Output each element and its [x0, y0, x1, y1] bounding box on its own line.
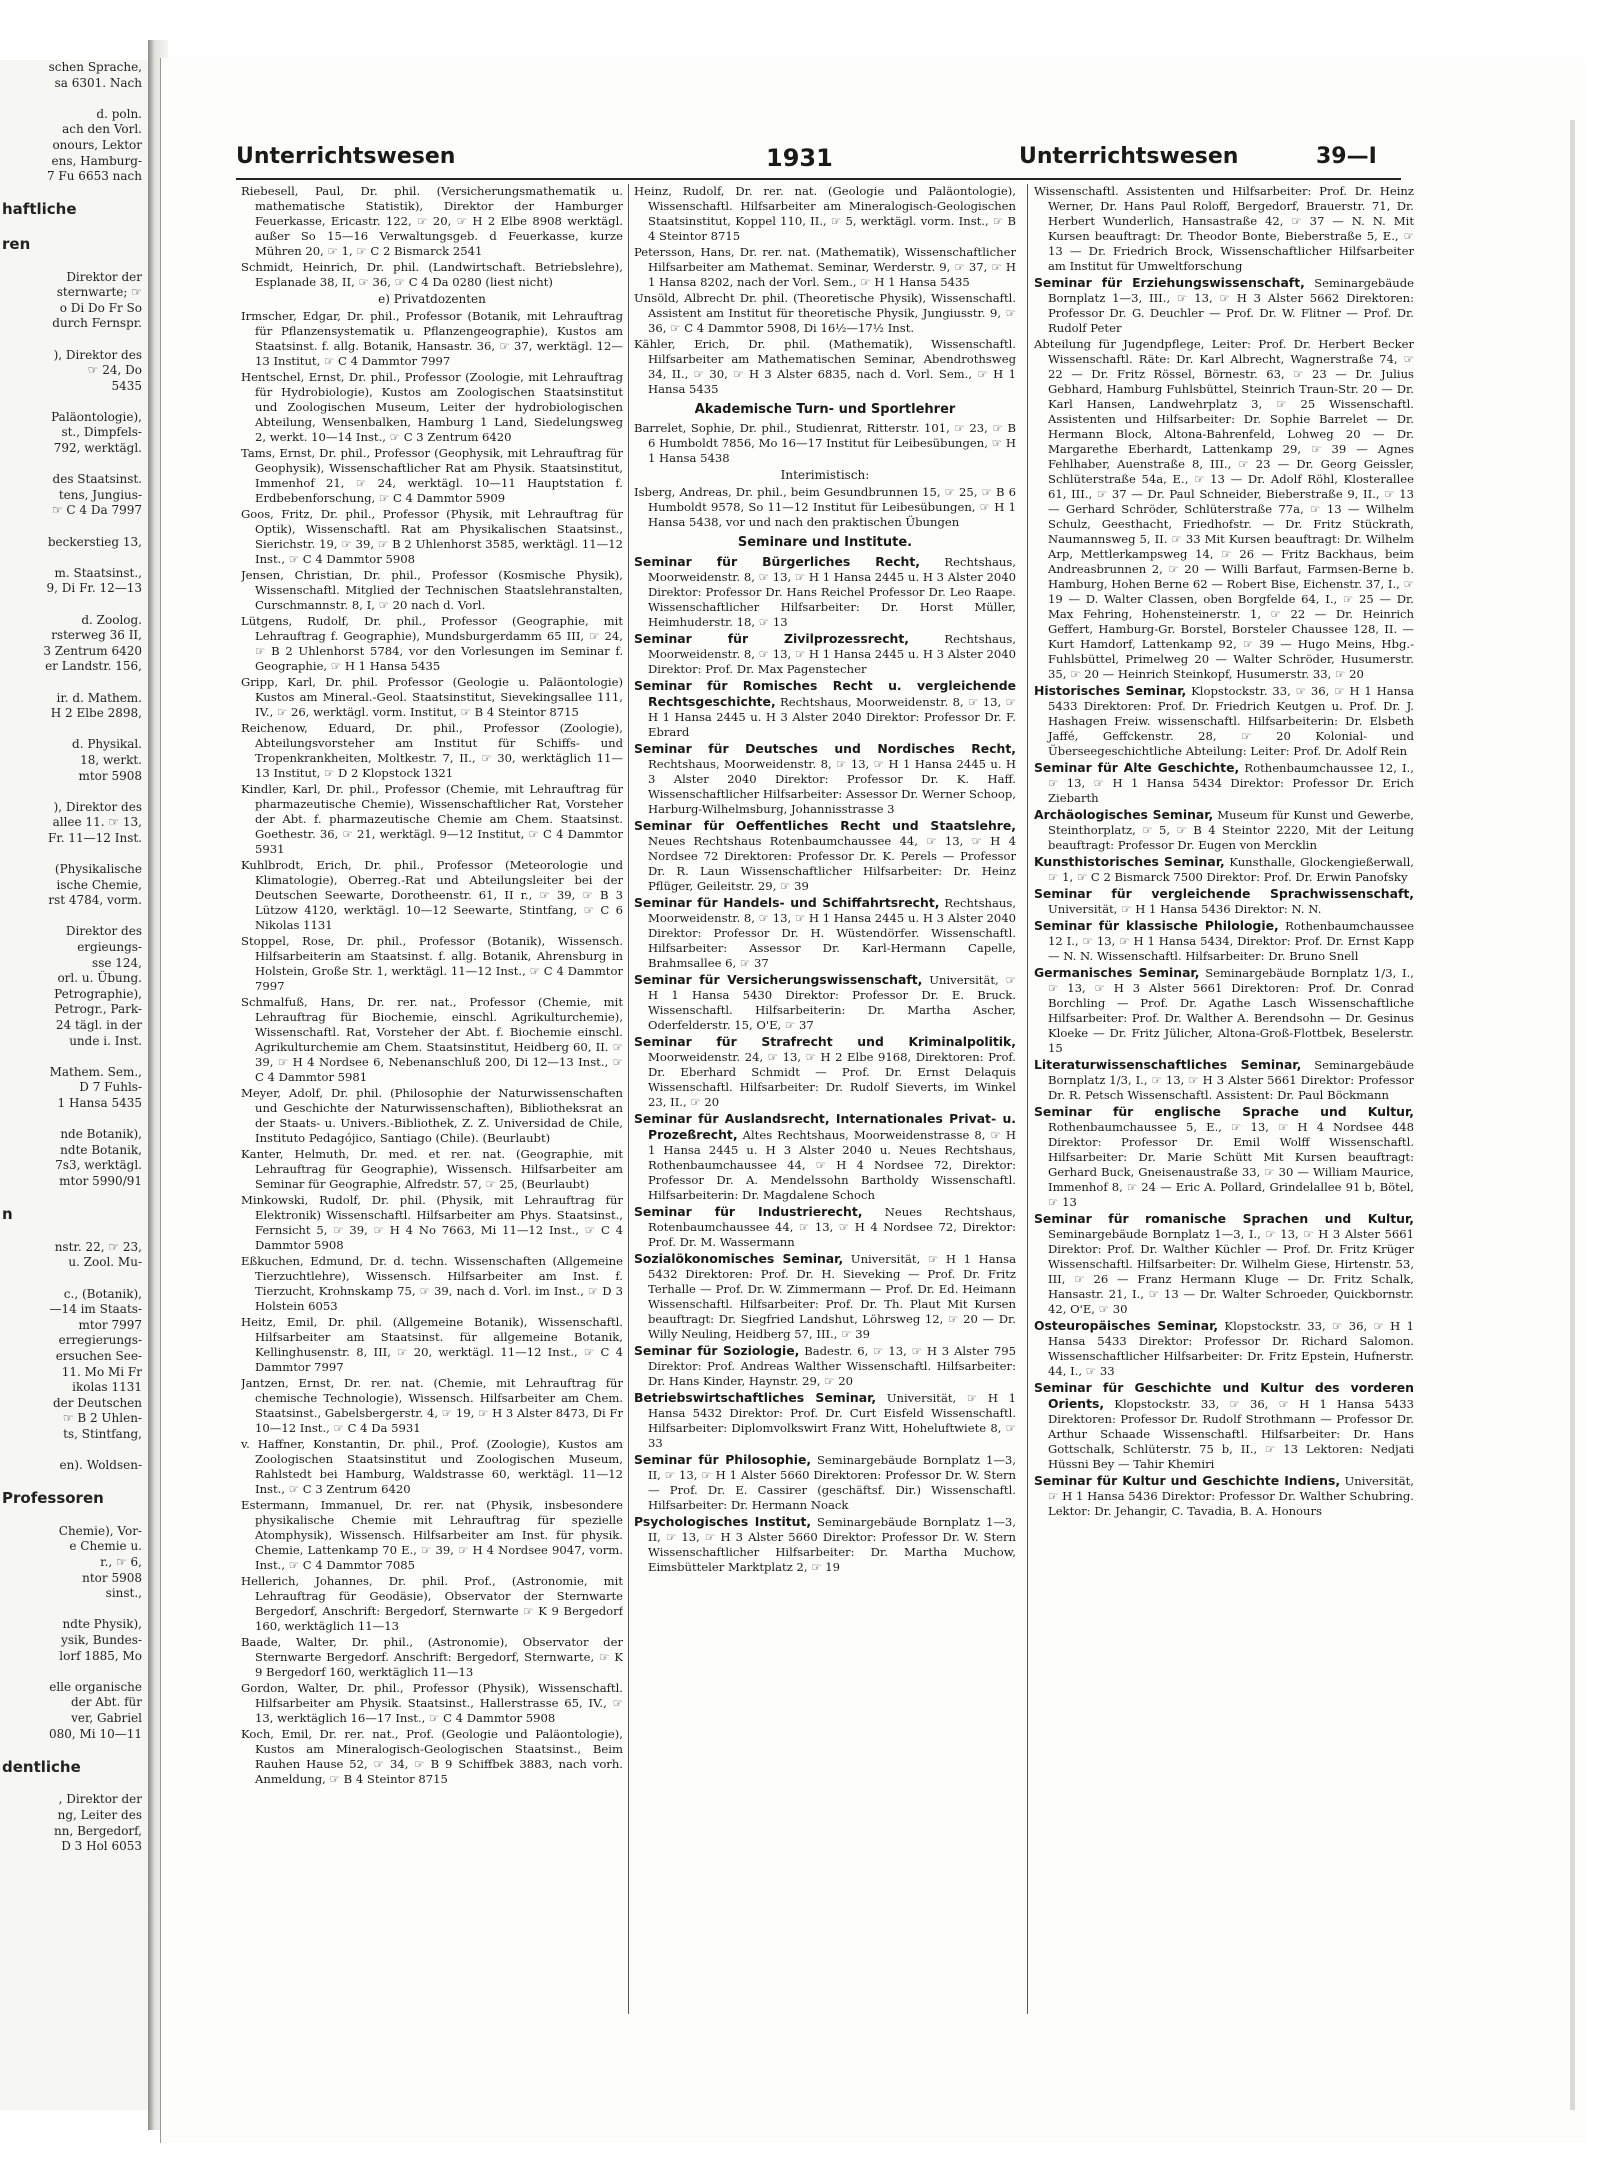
- entry-text: Rechtshaus, Moorweidenstr. 8, ☞ 13, ☞ H 1 Hansa 2445 u. H 3 Alster 2040 Direktor: Professor Dr. F. Ebrard: [648, 695, 1016, 739]
- left-page-line: mtor 7997: [78, 1317, 142, 1332]
- left-page-line: m. Staatsinst.,: [54, 565, 142, 580]
- left-page-line: ens, Hamburg-: [51, 153, 142, 168]
- left-page-line: ☞ C 4 Da 7997: [51, 503, 142, 518]
- directory-entry: [241, 1574, 623, 1634]
- entry-text: Universität, ☞ H 1 Hansa 5432 Direktor: Prof. Dr. Curt Eisfeld Wissenschaftl. Hilfsarbeiter: Diplomvolkswirt Franz Witt, Hoheluftwiete 8, ☞ 33: [648, 1391, 1016, 1450]
- directory-entry: [1034, 918, 1414, 964]
- left-page-line: ach den Vorl.: [62, 122, 142, 137]
- left-page-line: Petrographie),: [54, 986, 142, 1001]
- left-page-line: 24 tägl. in der: [55, 1018, 142, 1033]
- entry-text: Baade, Walter, Dr. phil., (Astronomie), Observator der Sternwarte Bergedorf. Anschrift: Bergedorf, Sternwarte, ☞ K 9 Bergedorf 160, werktäglich 11—13: [241, 1635, 623, 1679]
- entry-text: Klopstockstr. 33, ☞ 36, ☞ H 1 Hansa 5433 Direktoren: Prof. Dr. Friedrich Keutgen u. Prof. Dr. J. Hashagen Freiw. wissenschaftl. Hilfsarbeiterin: Dr. Elsbeth Jaffé, Geffckenstr. 28, ☞ 20 Kolonial- und Überseegeschichtliche Abteilung: Leiter: Prof. Dr. Adolf Rein: [1048, 684, 1414, 758]
- entry-heading: Seminar für Philosophie,: [634, 1452, 812, 1467]
- running-header: [236, 144, 1401, 178]
- entry-text: Universität, ☞ H 1 Hansa 5432 Direktoren: Prof. Dr. H. Sieveking — Prof. Dr. Fritz Terhalle — Prof. Dr. W. Zimmermann — Prof. Dr. Ed. Heimann Wissenschaftl. Hilfsarbeiter: Prof. Dr. Th. Plaut Mit Kursen beauftragt: Dr. Siegfried Landshut, Löhrsweg 12, ☞ 20 — Dr. Willy Neuling, Heidberg 57, III., ☞ 39: [648, 1252, 1016, 1341]
- left-page-line: ergieungs-: [77, 940, 142, 955]
- left-page-line: [0, 1112, 148, 1128]
- directory-entry: [241, 1193, 623, 1253]
- left-page-line: der Abt. für: [70, 1695, 142, 1710]
- left-page-line: lorf 1885, Mo: [59, 1648, 142, 1663]
- directory-entry: [1034, 1318, 1414, 1379]
- entry-text: Meyer, Adolf, Dr. phil. (Philosophie der Naturwissenschaften und Geschichte der Naturwissenschaften), Bibliotheksrat an der Staats- u. Univers.-Bibliothek, Z. Z. Universidad de Chile, Instituto Pedagójico, Santiago (Chile). (Beurlaubt): [241, 1086, 623, 1145]
- directory-entry: [241, 184, 623, 259]
- subsection-heading: Interimistisch:: [780, 468, 870, 482]
- directory-entry: [241, 1727, 623, 1787]
- left-page-line: schen Sprache,: [48, 60, 142, 74]
- left-page-line: [0, 1508, 148, 1524]
- left-page-line: Direktor der: [66, 269, 142, 284]
- directory-entry: [241, 934, 623, 994]
- directory-entry: [241, 1681, 623, 1726]
- directory-entry: [1034, 1104, 1414, 1210]
- entry-heading: Betriebswirtschaftliches Seminar,: [634, 1390, 877, 1405]
- entry-text: Universität, ☞ H 1 Hansa 5436 Direktor: Professor Dr. Walther Schubring. Lektor: Dr. Jehangir, C. Tavadia, B. A. Honours: [1048, 1474, 1414, 1518]
- directory-entry: [241, 614, 623, 674]
- text-column-2: [634, 184, 1016, 2144]
- entry-text: Altes Rechtshaus, Moorweidenstrasse 8, ☞ H 1 Hansa 2445 u. H 3 Alster 2040 u. Neues Rechtshaus, Rothenbaumchaussee 44, ☞ H 4 Nordsee 72, Direktor: Professor Dr. A. Mendelssohn Bartholdy Wissenschaftl. Hilfsarbeiterin: Dr. Magdalene Schoch: [648, 1128, 1016, 1202]
- left-page-line: ntor 5908: [82, 1570, 142, 1585]
- directory-entry: [634, 485, 1016, 530]
- left-page-line: e Chemie u.: [69, 1539, 142, 1554]
- left-page-line: ndte Botanik,: [60, 1142, 142, 1157]
- directory-entry: [241, 675, 623, 720]
- directory-entry: [634, 1343, 1016, 1389]
- directory-entry: [1034, 1380, 1414, 1472]
- directory-entry: [634, 245, 1016, 290]
- directory-entry: [241, 721, 623, 781]
- directory-entry: [634, 741, 1016, 817]
- entry-heading: Seminar für Auslandsrecht, Internationales Privat- u. Prozeßrecht,: [634, 1111, 1016, 1142]
- entry-text: Goos, Fritz, Dr. phil., Professor (Physik, mit Lehrauftrag für Optik), Wissenschaftl. Rat am Physikalischen Staatsinst., Sierichstr. 19, ☞ 39, ☞ B 2 Uhlenhorst 3585, werktägl. 11—12 Inst., ☞ C 4 Dammtor 5908: [241, 507, 623, 566]
- directory-entry: [1034, 1057, 1414, 1103]
- left-page-line: D 7 Fuhls-: [79, 1080, 142, 1095]
- section-heading: Akademische Turn- und Sportlehrer: [694, 402, 956, 417]
- left-page-line: ikolas 1131: [72, 1380, 142, 1395]
- left-page-line: ng, Leiter des: [57, 1807, 142, 1822]
- entry-text: Rothenbaumchaussee 12, I., ☞ 13, ☞ H 1 Hansa 5434 Direktor: Professor Dr. Erich Ziebarth: [1048, 761, 1414, 805]
- entry-text: Kindler, Karl, Dr. phil., Professor (Chemie, mit Lehrauftrag für pharmazeutische Chemie), Wissenschaftlicher Rat, Vorsteher der Abt. f. pharmazeutische Chemie am Chem. Staatsinst. Goethestr. 36, ☞ 21, werktägl. 9—12 Institut, ☞ C 4 Dammtor 5931: [241, 782, 623, 856]
- directory-entry: [634, 1251, 1016, 1342]
- left-page-line: [0, 847, 148, 863]
- entry-text: Rothenbaumchaussee 12 I., ☞ 13, ☞ H 1 Hansa 5434, Direktor: Prof. Dr. Ernst Kapp — N. N. Wissenschaftl. Hilfsarbeiter: Dr. Bruno Snell: [1048, 919, 1414, 963]
- left-page-line: r., ☞ 6,: [100, 1555, 142, 1570]
- entry-text: Isberg, Andreas, Dr. phil., beim Gesundbrunnen 15, ☞ 25, ☞ B 6 Humboldt 9578, So 11—12 Institut für Leibesübungen, ☞ H 1 Hansa 5438, vor und nach den praktischen Übungen: [634, 485, 1016, 529]
- header-rule: [236, 178, 1401, 180]
- left-page-line: ver, Gabriel: [71, 1710, 142, 1725]
- entry-heading: Osteuropäisches Seminar,: [1034, 1318, 1219, 1333]
- left-page-line: [0, 91, 148, 107]
- entry-heading: Seminar für Soziologie,: [634, 1343, 800, 1358]
- header-left-title: Unterrichtswesen: [236, 144, 456, 169]
- left-page-line: [0, 254, 148, 270]
- left-page-line: durch Fernspr.: [52, 316, 142, 331]
- directory-entry: [634, 184, 1016, 244]
- entry-text: Wissenschaftl. Assistenten und Hilfsarbeiter: Prof. Dr. Heinz Werner, Dr. Hans Paul Roloff, Bergedorf, Brauerstr. 71, Dr. Herbert Wunderlich, Hansastraße 42, ☞ 37 — N. N. Mit Kursen beauftragt: Dr. Theodor Bonte, Bieberstraße 5, E., ☞ 13 — Dr. Friedrich Brock, Wissenschaftlicher Hilfsarbeiter am Institut für Umweltforschung: [1034, 184, 1414, 273]
- left-page-line: [0, 722, 148, 738]
- left-page-line: nstr. 22, ☞ 23,: [54, 1239, 142, 1254]
- entry-heading: Seminar für Oeffentliches Recht und Staatslehre,: [634, 818, 1016, 833]
- left-page-line: [0, 457, 148, 473]
- entry-heading: Seminar für Zivilprozessrecht,: [634, 631, 910, 646]
- left-page-line: [0, 1190, 148, 1206]
- entry-text: Rechtshaus, Moorweidenstr. 8, ☞ 13, ☞ H 1 Hansa 2445 u. H 3 Alster 2040 Direktor: Professor Dr. K. Haff. Wissenschaftlicher Hilfsarbeiter: Assessor Dr. Werner Schoop, Harburg-Wilhelmsburg, Johannisstrasse 3: [648, 757, 1016, 816]
- left-page-line: [0, 219, 148, 235]
- left-page-line: unde i. Inst.: [69, 1033, 142, 1048]
- directory-entry: [241, 995, 623, 1085]
- left-page-line: —14 im Staats-: [49, 1302, 142, 1317]
- directory-entry: [241, 1254, 623, 1314]
- left-page-line: der Deutschen: [52, 1395, 142, 1410]
- entry-text: Minkowski, Rudolf, Dr. phil. (Physik, mit Lehrauftrag für Elektronik) Wissenschaftl. Hilfsarbeiter am Phys. Staatsinst., Fernsicht 5, ☞ 39, ☞ H 4 No 7663, Mi 11—12 Inst., ☞ C 4 Dammtor 5908: [241, 1193, 623, 1252]
- entry-heading: Seminar für klassische Philologie,: [1034, 918, 1279, 933]
- left-page-line: [0, 1664, 148, 1680]
- entry-text: Universität, ☞ H 1 Hansa 5436 Direktor: N. N.: [1048, 902, 1322, 916]
- text-column-3: [1034, 184, 1414, 2144]
- left-page-line: 3 Zentrum 6420: [43, 643, 142, 658]
- directory-entry: [241, 1147, 623, 1192]
- entry-heading: Seminar für Geschichte und Kultur des vorderen Orients,: [1034, 1380, 1414, 1411]
- left-page-line: [0, 784, 148, 800]
- left-page-line: sternwarte; ☞: [56, 285, 142, 300]
- directory-entry: [634, 1034, 1016, 1110]
- entry-text: Klopstockstr. 33, ☞ 36, ☞ H 1 Hansa 5433 Direktoren: Professor Dr. Rudolf Strothmann — Professor Dr. Arthur Schaade Wissenschaftl. Hilfsarbeiter: Dr. Hans Gottschalk, Schlüterstr. 75 b, II., ☞ 13 Lektoren: Nedjati Hüssni Bey — Tahir Khemiri: [1048, 1397, 1414, 1471]
- entry-text: Museum für Kunst und Gewerbe, Steinthorplatz, ☞ 5, ☞ B 4 Steintor 2220, Mit der Leitung beauftragt: Professor Dr. Eugen von Mercklin: [1048, 808, 1414, 852]
- entry-text: Klopstockstr. 33, ☞ 36, ☞ H 1 Hansa 5433 Direktor: Professor Dr. Richard Salomon. Wissenschaftlicher Hilfsarbeiter: Dr. Fritz Epstein, Hufnerstr. 44, I., ☞ 33: [1048, 1319, 1414, 1378]
- entry-text: Rechtshaus, Moorweidenstr. 8, ☞ 13, ☞ H 1 Hansa 2445 u. H 3 Alster 2040 Direktor: Professor Dr. H. Wüstendörfer. Wissenschaftl. Hilfsarbeiter: Assessor Dr. Karl-Hermann Capelle, Brahmsallee 6, ☞ 37: [648, 896, 1016, 970]
- directory-entry: [241, 568, 623, 613]
- entry-text: Kanter, Helmuth, Dr. med. et rer. nat. (Geographie, mit Lehrauftrag für Geographie), Wissensch. Hilfsarbeiter am Seminar für Geographie, Alfredstr. 57, ☞ 25, (Beurlaubt): [241, 1147, 623, 1191]
- directory-entry: [634, 972, 1016, 1033]
- entry-text: Heitz, Emil, Dr. phil. (Allgemeine Botanik), Wissenschaftl. Hilfsarbeiter am Staatsinst. für allgemeine Botanik, Kellinghusenstr. 8, III, ☞ 20, werktägl. 11—12 Inst., ☞ C 4 Dammtor 7997: [241, 1315, 623, 1374]
- entry-text: Riebesell, Paul, Dr. phil. (Versicherungsmathematik u. mathematische Statistik), Direktor der Hamburger Feuerkasse, Ericastr. 122, ☞ 20, ☞ H 2 Elbe 8908 werktägl. außer So 15—16 Verwaltungsgeb. d Feuerkasse, kurze Mühren 20, ☞ 1, ☞ C 2 Bismarck 2541: [241, 184, 623, 258]
- left-page-line: Direktor des: [65, 924, 142, 939]
- left-page-line: ische Chemie,: [56, 877, 142, 892]
- directory-entry: [634, 1204, 1016, 1250]
- directory-entry: [1034, 965, 1414, 1056]
- entry-heading: Seminar für Industrierecht,: [634, 1204, 863, 1219]
- directory-entry: [634, 1390, 1016, 1451]
- left-page-line: mtor 5990/91: [59, 1173, 142, 1188]
- left-page-line: elle organische: [49, 1679, 142, 1694]
- left-page-line: mtor 5908: [78, 768, 142, 783]
- entry-text: Rothenbaumchaussee 5, E., ☞ 13, ☞ H 4 Nordsee 448 Direktor: Professor Dr. Emil Wolff Wissenschaftl. Hilfsarbeiter: Dr. Marie Schütt Mit Kursen beauftragt: Gerhard Buck, Gneisenaustraße 33, ☞ 30 — William Maurice, Immenhof 8, ☞ 24 — Eric A. Pollard, Grindelallee 91 b, Bötel, ☞ 13: [1048, 1120, 1414, 1209]
- entry-heading: Seminar für Handels- und Schiffahrtsrecht,: [634, 895, 940, 910]
- left-page-line: (Physikalische: [54, 862, 142, 877]
- entry-text: Unsöld, Albrecht Dr. phil. (Theoretische Physik), Wissenschaftl. Assistent am Institut für theoretische Physik, Jungiusstr. 9, ☞ 36, ☞ C 4 Dammtor 5908, Di 16½—17½ Inst.: [634, 291, 1016, 335]
- directory-entry: [634, 337, 1016, 397]
- left-page-line: [0, 1777, 148, 1793]
- left-facing-page: [0, 60, 149, 2110]
- left-page-line: [0, 597, 148, 613]
- entry-heading: Seminar für Bürgerliches Recht,: [634, 554, 920, 569]
- entry-text: Reichenow, Eduard, Dr. phil., Professor (Zoologie), Abteilungsvorsteher am Institut für Schiffs- und Tropenkrankheiten, Moltkestr. 7, II., ☞ 30, werktäglich 11—13 Institut, ☞ D 2 Klopstock 1321: [241, 721, 623, 780]
- entry-text: Rechtshaus, Moorweidenstr. 8, ☞ 13, ☞ H 1 Hansa 2445 u. H 3 Alster 2040 Direktor: Prof. Dr. Max Pagenstecher: [648, 632, 1016, 676]
- left-page-line: st., Dimpfels-: [61, 425, 142, 440]
- directory-entry: [1034, 1473, 1414, 1519]
- page-edge: [1570, 120, 1575, 2110]
- entry-text: Universität, ☞ H 1 Hansa 5430 Direktor: Professor Dr. E. Bruck. Wissenschaftl. Hilfsarbeiterin: Dr. Martha Ascher, Oderfelderstr. 15, O'E, ☞ 37: [648, 973, 1016, 1032]
- left-page-line: sa 6301. Nach: [54, 75, 142, 90]
- entry-text: Seminargebäude Bornplatz 1/3, I., ☞ 13, ☞ H 3 Alster 5661 Direktoren: Prof. Dr. Conrad Borchling — Prof. Dr. Agathe Lasch Wissenschaftliche Hilfsarbeiter: Prof. Dr. Walther A. Berendsohn — Dr. Gesinus Kloeke — Dr. Fritz Jülicher, Altona-Groß-Flottbek, Beselerstr. 15: [1048, 966, 1414, 1055]
- entry-text: Neues Rechtshaus Rotenbaumchaussee 44, ☞ 13, ☞ H 4 Nordsee 72 Direktoren: Professor Dr. K. Perels — Professor Dr. R. Laun Wissenschaftlicher Hilfsarbeiter: Dr. Heinz Pflüger, Geileitstr. 29, ☞ 39: [648, 834, 1016, 893]
- left-page-line: Chemie), Vor-: [58, 1523, 142, 1538]
- column-divider: [628, 184, 629, 2014]
- section-heading: Seminare und Institute.: [737, 535, 913, 550]
- left-page-line: [0, 675, 148, 691]
- directory-entry: [634, 554, 1016, 630]
- directory-entry: [634, 818, 1016, 894]
- directory-entry: [634, 895, 1016, 971]
- left-page-line: [0, 394, 148, 410]
- left-page-line: erregierungs-: [58, 1333, 142, 1348]
- entry-text: Barrelet, Sophie, Dr. phil., Studienrat, Ritterstr. 101, ☞ 23, ☞ B 6 Humboldt 7856, Mo 16—17 Institut für Leibesübungen, ☞ H 1 Hansa 5438: [634, 421, 1016, 465]
- left-page-line: ☞ B 2 Uhlen-: [62, 1411, 142, 1426]
- header-right-title: Unterrichtswesen: [1019, 144, 1239, 169]
- directory-entry: [241, 1498, 623, 1573]
- directory-entry: [634, 1111, 1016, 1203]
- entry-text: Neues Rechtshaus, Rotenbaumchaussee 44, ☞ 13, ☞ H 4 Nordsee 72, Direktor: Prof. Dr. M. Wassermann: [648, 1205, 1016, 1249]
- left-page-line: 18, werkt.: [80, 752, 142, 767]
- directory-entry: [241, 260, 623, 290]
- column-divider: [1027, 184, 1028, 2014]
- left-page-line: ), Direktor des: [53, 799, 142, 814]
- entry-text: Petersson, Hans, Dr. rer. nat. (Mathematik), Wissenschaftlicher Hilfsarbeiter am Mathemat. Seminar, Werderstr. 9, ☞ 37, ☞ H 1 Hansa 8202, nach der Vorl. Sem., ☞ H 1 Hansa 5435: [634, 245, 1016, 289]
- left-page-line: nn, Bergedorf,: [54, 1823, 142, 1838]
- entry-heading: Seminar für Alte Geschichte,: [1034, 760, 1240, 775]
- entry-text: Abteilung für Jugendpflege, Leiter: Prof. Dr. Herbert Becker Wissenschaftl. Räte: Dr. Karl Albrecht, Wagnerstraße 74, ☞ 22 — Dr. Fritz Rössel, Börnestr. 63, ☞ 23 — Dr. Julius Gebhard, Hamburg Fuhlsbüttel, Steinrich Traun-Str. 20 — Dr. Karl Hansen, Landwehrplatz 3, ☞ 25 Wissenschaftl. Assistenten und Hilfsarbeiter: Dr. Sophie Barrelet — Dr. Hermann Block, Altona-Bahrenfeld, Lohweg 20 — Dr. Margarethe Eberhardt, Lattenkamp 29, ☞ 39 — Agnes Fehlhaber, Auenstraße 8, III., ☞ 23 — Dr. Georg Geissler, Schlüterstraße 54a, E., ☞ 13 — Dr. Adolf Röhl, Klosterallee 61, III., ☞ 37 — Dr. Paul Schneider, Bieberstraße 9, II., ☞ 13 — Gerhard Schröder, Schlüterstraße 77a, ☞ 13 — Wilhelm Schulz, Geesthacht, Friedhofstr. — Dr. Fritz Stückrath, Naumannsweg 5, II. ☞ 33 Mit Kursen beauftragt: Dr. Wilhelm Arp, Mettlerkampsweg 14, ☞ 26 — Fritz Backhaus, beim Andreasbrunnen 2, ☞ 20 — Willi Barfaut, Farmsen-Berne b. Hamburg, Hohen Berne 62 — Robert Bise, Eichenstr. 37, I., ☞ 19 — D. Walter Classen, oben Borgfelde 64, I., ☞ 25 — Dr. Max Fehring, Hohensteinerstr. 1, ☞ 22 — Dr. Heinrich Geffert, Hamburg-Gr. Borstel, Borsteler Chaussee 128, II. — Kurt Hamdorf, Lattenkamp 92, ☞ 39 — Hugo Meins, Hbg.-Fuhlsbüttel, Primelweg 20 — Walter Schröder, Husumerstr. 35, ☞ 20 — Heinrich Steinkopf, Husumerstr. 33, ☞ 20: [1034, 337, 1414, 681]
- document-page: [160, 58, 1586, 2143]
- left-page-line: [0, 1442, 148, 1458]
- entry-text: Moorweidenstr. 24, ☞ 13, ☞ H 2 Elbe 9168, Direktoren: Prof. Dr. Eberhard Schmidt — Prof. Dr. Ernst Delaquis Wissenschaftl. Hilfsarbeiter: Dr. Rudolf Sieverts, im Winkel 23, II., ☞ 20: [648, 1050, 1016, 1109]
- left-page-line: sse 124,: [92, 955, 142, 970]
- entry-heading: Seminar für vergleichende Sprachwissenschaft,: [1034, 886, 1414, 901]
- entry-heading: Seminar für Kultur und Geschichte Indiens,: [1034, 1473, 1341, 1488]
- left-page-line: allee 11. ☞ 13,: [52, 815, 142, 830]
- left-page-line: 5435: [111, 378, 142, 393]
- left-page-line: 7s3, werktägl.: [55, 1158, 142, 1173]
- header-year: 1931: [766, 144, 833, 172]
- left-page-line: orl. u. Übung.: [57, 971, 142, 986]
- entry-heading: Historisches Seminar,: [1034, 683, 1187, 698]
- left-page-line: 9, Di Fr. 12—13: [46, 581, 142, 596]
- entry-text: Seminargebäude Bornplatz 1—3, I., ☞ 13, ☞ H 3 Alster 5661 Direktor: Prof. Dr. Walther Küchler — Prof. Dr. Fritz Krüger Wissenschaftl. Hilfsarbeiter: Dr. Wilhelm Giese, Hirtenstr. 53, III, ☞ 26 — Franz Hermann Kluge — Dr. Fritz Schalk, Hansastr. 21, I., ☞ 13 — Dr. Walter Schroeder, Quickbornstr. 42, O'E, ☞ 30: [1048, 1227, 1414, 1316]
- entry-text: Irmscher, Edgar, Dr. phil., Professor (Botanik, mit Lehrauftrag für Pflanzensystematik u. Pflanzengeographie), Kustos am Staatsinst. f. allg. Botanik, Hansastr. 36, ☞ 37, werktägl. 12—13 Institut, ☞ C 4 Dammtor 7997: [241, 309, 623, 368]
- left-page-line: [0, 185, 148, 201]
- entry-text: Hentschel, Ernst, Dr. phil., Professor (Zoologie, mit Lehrauftrag für Hydrobiologie), Kustos am Zoologischen Staatsinstitut und Zoologischen Museum, Leiter der hydrobiologischen Abteilung, Wensenbalken, Hamburg 1 Land, Siedelungsweg 2, werkt. 10—14 Inst., ☞ C 3 Zentrum 6420: [241, 370, 623, 444]
- entry-text: Seminargebäude Bornplatz 1—3, III., ☞ 13, ☞ H 3 Alster 5662 Direktoren: Professor Dr. G. Deuchler — Prof. Dr. W. Flitner — Prof. Dr. Rudolf Peter: [1048, 276, 1414, 335]
- directory-entry: [1034, 1211, 1414, 1317]
- entry-text: Schmidt, Heinrich, Dr. phil. (Landwirtschaft. Betriebslehre), Esplanade 38, II, ☞ 36, ☞ C 4 Da 0280 (liest nicht): [241, 260, 623, 289]
- directory-entry: [241, 1315, 623, 1375]
- left-page-line: [0, 1742, 148, 1758]
- left-page-line: [0, 519, 148, 535]
- left-page-line: [0, 909, 148, 925]
- directory-entry: [241, 1086, 623, 1146]
- entry-text: Jantzen, Ernst, Dr. rer. nat. (Chemie, mit Lehrauftrag für chemische Technologie), Wissensch. Hilfsarbeiter am Chem. Staatsinst., Gabelsbergerstr. 4, ☞ 19, ☞ H 3 Alster 8473, Di Fr 10—12 Inst., ☞ C 4 Da 5931: [241, 1376, 623, 1435]
- entry-heading: Germanisches Seminar,: [1034, 965, 1200, 980]
- entry-text: Schmalfuß, Hans, Dr. rer. nat., Professor (Chemie, mit Lehrauftrag für Biochemie, einschl. Agrikulturchemie), Wissenschaftl. Rat, Vorsteher der Abt. f. Biochemie einschl. Agrikulturchemie am Chem. Staatsinstitut, Heidberg 60, II. ☞ 39, ☞ H 4 Nordsee 6, Nebenanschluß 200, Di 12—13 Inst., ☞ C 4 Dammtor 5981: [241, 995, 623, 1084]
- entry-heading: Seminar für englische Sprache und Kultur,: [1034, 1104, 1414, 1119]
- entry-heading: Seminar für Deutsches und Nordisches Recht,: [634, 741, 1016, 756]
- directory-entry: [241, 446, 623, 506]
- left-page-line: rst 4784, vorm.: [48, 893, 142, 908]
- page-number: 39—I: [1316, 144, 1377, 169]
- left-page-line: ndte Physik),: [62, 1617, 142, 1632]
- entry-text: Gordon, Walter, Dr. phil., Professor (Physik), Wissenschaftl. Hilfsarbeiter am Physik. Staatsinst., Hallerstrasse 65, IV., ☞ 13, werktäglich 16—17 Inst., ☞ C 4 Dammtor 5908: [241, 1681, 623, 1725]
- entry-text: Stoppel, Rose, Dr. phil., Professor (Botanik), Wissensch. Hilfsarbeiterin am Staatsinst. f. allg. Botanik, Ahrensburg in Holstein, Große Str. 1, werktägl. 11—12 Inst., ☞ C 4 Dammtor 7997: [241, 934, 623, 993]
- entry-text: Heinz, Rudolf, Dr. rer. nat. (Geologie und Paläontologie), Wissenschaftl. Hilfsarbeiter am Mineralogisch-Geologischen Staatsinstitut, Koppel 110, II., ☞ 5, werktägl. vorm. Inst., ☞ B 4 Steintor 8715: [634, 184, 1016, 243]
- entry-text: Eßkuchen, Edmund, Dr. d. techn. Wissenschaften (Allgemeine Tierzuchtlehre), Wissensch. Hilfsarbeiter am Inst. f. Tierzucht, Krohnskamp 75, ☞ 39, nach d. Vorl. im Inst., ☞ D 3 Holstein 6053: [241, 1254, 623, 1313]
- left-page-line: Professoren: [2, 1489, 104, 1508]
- directory-entry: [634, 291, 1016, 336]
- directory-entry: [1034, 275, 1414, 336]
- entry-text: Seminargebäude Bornplatz 1—3, II, ☞ 13, ☞ H 1 Alster 5660 Direktoren: Professor Dr. W. Stern — Prof. Dr. E. Cassirer (geschäftsf. Dir.) Wissenschaftl. Hilfsarbeiter: Dr. Hermann Noack: [648, 1453, 1016, 1512]
- entry-text: Estermann, Immanuel, Dr. rer. nat (Physik, insbesondere physikalische Chemie mit Lehrauftrag für spezielle Atomphysik), Wissensch. Hilfsarbeiter am Inst. für physik. Chemie, Lattenkamp 70 E., ☞ 39, ☞ H 4 Nordsee 9047, vorm. Inst., ☞ C 4 Dammtor 7085: [241, 1498, 623, 1572]
- entry-text: Hellerich, Johannes, Dr. phil. Prof., (Astronomie, mit Lehrauftrag für Geodäsie), Observator der Sternwarte Bergedorf, Anschrift: Bergedorf, Sternwarte ☞ K 9 Bergedorf 160, werktäglich 11—13: [241, 1574, 623, 1633]
- directory-entry: [1034, 854, 1414, 885]
- entry-text: Lütgens, Rudolf, Dr. phil., Professor (Geographie, mit Lehrauftrag f. Geographie), Mundsburgerdamm 65 III, ☞ 24, ☞ B 2 Uhlenhorst 5784, vor den Vorlesungen im Seminar f. Geographie, ☞ H 1 Hansa 5435: [241, 614, 623, 673]
- left-page-line: ), Direktor des: [53, 347, 142, 362]
- subsection-heading: e) Privatdozenten: [378, 292, 486, 306]
- entry-heading: Seminar für Romisches Recht u. vergleichende Rechtsgeschichte,: [634, 678, 1016, 709]
- left-page-line: 7 Fu 6653 nach: [46, 169, 142, 184]
- directory-entry: [241, 309, 623, 369]
- directory-entry: [1034, 683, 1414, 759]
- directory-entry: [1034, 807, 1414, 853]
- left-page-line: u. Zool. Mu-: [68, 1255, 142, 1270]
- entry-text: v. Haffner, Konstantin, Dr. phil., Prof. (Zoologie), Kustos am Zoologischen Staatsinstitut und Zoologischen Museum, Rahlstedt bei Hamburg, Waldstrasse 60, werktägl. 11—12 Inst., ☞ C 3 Zentrum 6420: [241, 1437, 623, 1496]
- directory-entry: [241, 370, 623, 445]
- left-page-line: rsterweg 36 II,: [51, 628, 142, 643]
- left-page-line: , Direktor der: [58, 1792, 142, 1807]
- left-page-line: 080, Mi 10—11: [48, 1726, 142, 1741]
- entry-text: Badestr. 6, ☞ 13, ☞ H 3 Alster 795 Direktor: Prof. Andreas Walther Wissenschaftl. Hilfsarbeiter: Dr. Hans Kinder, Haynstr. 29, ☞ 20: [648, 1344, 1016, 1388]
- text-column-1: [241, 184, 623, 2144]
- left-page-line: ersuchen See-: [55, 1348, 142, 1363]
- left-page-line: er Landstr. 156,: [45, 659, 142, 674]
- entry-text: Kähler, Erich, Dr. phil. (Mathematik), Wissenschaftl. Hilfsarbeiter am Mathematischen Seminar, Abendrothsweg 34, II., ☞ 30, ☞ H 3 Alster 6835, nach d. Vorl. Sem., ☞ H 1 Hansa 5435: [634, 337, 1016, 396]
- directory-entry: [1034, 760, 1414, 806]
- entry-heading: Kunsthistorisches Seminar,: [1034, 854, 1225, 869]
- entry-text: Gripp, Karl, Dr. phil. Professor (Geologie u. Paläontologie) Kustos am Mineral.-Geol. Staatsinstitut, Sievekingsallee 111, IV., ☞ 26, werktägl. vorm. Institut, ☞ B 4 Steintor 8715: [241, 675, 623, 719]
- entry-text: Kuhlbrodt, Erich, Dr. phil., Professor (Meteorologie und Klimatologie), Oberreg.-Rat und Abteilungsleiter bei der Deutschen Seewarte, Dorotheenstr. 61, II r., ☞ 39, ☞ B 3 Lützow 4120, werktägl. 10—12 Seewarte, Stintfang, ☞ C 6 Nikolas 1131: [241, 858, 623, 932]
- left-page-line: Paläontologie),: [51, 409, 142, 424]
- left-page-line: [0, 1474, 148, 1490]
- entry-text: Seminargebäude Bornplatz 1—3, II, ☞ 13, ☞ H 3 Alster 5660 Direktor: Professor Dr. W. Stern Wissenschaftlicher Hilfsarbeiter: Dr. Martha Muchow, Eimsbütteler Marktplatz 2, ☞ 19: [648, 1515, 1016, 1574]
- entry-text: Jensen, Christian, Dr. phil., Professor (Kosmische Physik), Wissenschaftl. Mitglied der Technischen Staatslehranstalten, Curschmannstr. 8, I, ☞ 20 nach d. Vorl.: [241, 568, 623, 612]
- left-page-line: D 3 Hol 6053: [61, 1839, 142, 1854]
- left-page-line: 792, werktägl.: [53, 441, 142, 456]
- left-page-line: 11. Mo Mi Fr: [61, 1364, 142, 1379]
- directory-entry: [634, 1452, 1016, 1513]
- entry-heading: Psychologisches Institut,: [634, 1514, 812, 1529]
- entry-text: Rechtshaus, Moorweidenstr. 8, ☞ 13, ☞ H 1 Hansa 2445 u. H 3 Alster 2040 Direktor: Professor Dr. Hans Reichel Professor Dr. Leo Raape. Wissenschaftlicher Hilfsarbeiter: Dr. Horst Müller, Heimhuderstr. 18, ☞ 13: [648, 555, 1016, 629]
- directory-entry: [1034, 886, 1414, 917]
- left-page-line: tens, Jungius-: [58, 487, 142, 502]
- left-page-line: [0, 1224, 148, 1240]
- left-page-line: d. Zoolog.: [81, 612, 142, 627]
- directory-entry: [634, 421, 1016, 466]
- entry-heading: Seminar für Versicherungswissenschaft,: [634, 972, 923, 987]
- entry-text: Kunsthalle, Glockengießerwall, ☞ 1, ☞ C 2 Bismarck 7500 Direktor: Prof. Dr. Erwin Panofsky: [1048, 855, 1414, 884]
- left-page-line: dentliche: [2, 1757, 81, 1776]
- entry-heading: Archäologisches Seminar,: [1034, 807, 1214, 822]
- entry-text: Tams, Ernst, Dr. phil., Professor (Geophysik, mit Lehrauftrag für Geophysik), Wissenschaftlicher Rat am Physik. Staatsinstitut, Immenhof 21, ☞ 24, werktägl. 10—11 Hauptstation f. Erdbebenforschung, ☞ C 4 Dammtor 5909: [241, 446, 623, 505]
- left-page-line: haftliche: [2, 200, 77, 219]
- left-page-line: H 2 Elbe 2898,: [50, 706, 142, 721]
- left-page-line: ☞ 24, Do: [87, 363, 142, 378]
- left-page-line: Mathem. Sem.,: [49, 1064, 142, 1079]
- entry-heading: Literaturwissenschaftliches Seminar,: [1034, 1057, 1302, 1072]
- left-page-line: ren: [2, 234, 31, 253]
- left-page-line: Petrogr., Park-: [54, 1002, 142, 1017]
- left-page-line: sinst.,: [105, 1586, 142, 1601]
- entry-heading: Seminar für Strafrecht und Kriminalpolitik,: [634, 1034, 1016, 1049]
- left-page-line: [0, 1271, 148, 1287]
- directory-entry: [634, 631, 1016, 677]
- directory-entry: [241, 1437, 623, 1497]
- left-page-line: ir. d. Mathem.: [56, 690, 142, 705]
- left-page-line: Fr. 11—12 Inst.: [48, 830, 142, 845]
- entry-text: Koch, Emil, Dr. rer. nat., Prof. (Geologie und Paläontologie), Kustos am Mineralogisch-Geologischen Staatsinst., Beim Rauhen Hause 52, ☞ 34, ☞ B 9 Schiffbek 3883, nach vorh. Anmeldung, ☞ B 4 Steintor 8715: [241, 1727, 623, 1786]
- entry-heading: Seminar für romanische Sprachen und Kultur,: [1034, 1211, 1414, 1226]
- directory-entry: [634, 1514, 1016, 1575]
- left-page-line: ts, Stintfang,: [63, 1426, 142, 1441]
- directory-entry: [1034, 184, 1414, 274]
- directory-entry: [241, 507, 623, 567]
- left-page-line: beckerstieg 13,: [47, 534, 142, 549]
- directory-entry: [1034, 337, 1414, 682]
- entry-text: Seminargebäude Bornplatz 1/3, I., ☞ 13, ☞ H 3 Alster 5661 Direktor: Professor Dr. R. Petsch Wissenschaftl. Assistent: Dr. Paul Böckmann: [1048, 1058, 1414, 1102]
- left-page-line: [0, 1602, 148, 1618]
- left-page-line: ysik, Bundes-: [61, 1633, 142, 1647]
- left-page-line: o Di Do Fr So: [59, 300, 142, 315]
- entry-heading: Sozialökonomisches Seminar,: [634, 1251, 844, 1266]
- directory-entry: [241, 1376, 623, 1436]
- left-page-line: [0, 1049, 148, 1065]
- left-page-line: [0, 332, 148, 348]
- left-page-line: d. poln.: [96, 106, 142, 121]
- left-page-line: d. Physikal.: [72, 737, 142, 752]
- left-page-line: c., (Botanik),: [63, 1286, 142, 1301]
- left-page-line: onours, Lektor: [52, 137, 142, 152]
- directory-entry: [241, 858, 623, 933]
- left-page-line: n: [2, 1205, 13, 1224]
- directory-entry: [241, 782, 623, 857]
- directory-entry: [241, 1635, 623, 1680]
- entry-heading: Seminar für Erziehungswissenschaft,: [1034, 275, 1305, 290]
- directory-entry: [634, 678, 1016, 740]
- left-page-line: 1 Hansa 5435: [57, 1096, 142, 1110]
- left-page-line: en). Woldsen-: [59, 1458, 142, 1473]
- left-page-line: des Staatsinst.: [52, 472, 142, 487]
- left-page-line: nde Botanik),: [60, 1127, 142, 1142]
- left-page-line: [0, 550, 148, 566]
